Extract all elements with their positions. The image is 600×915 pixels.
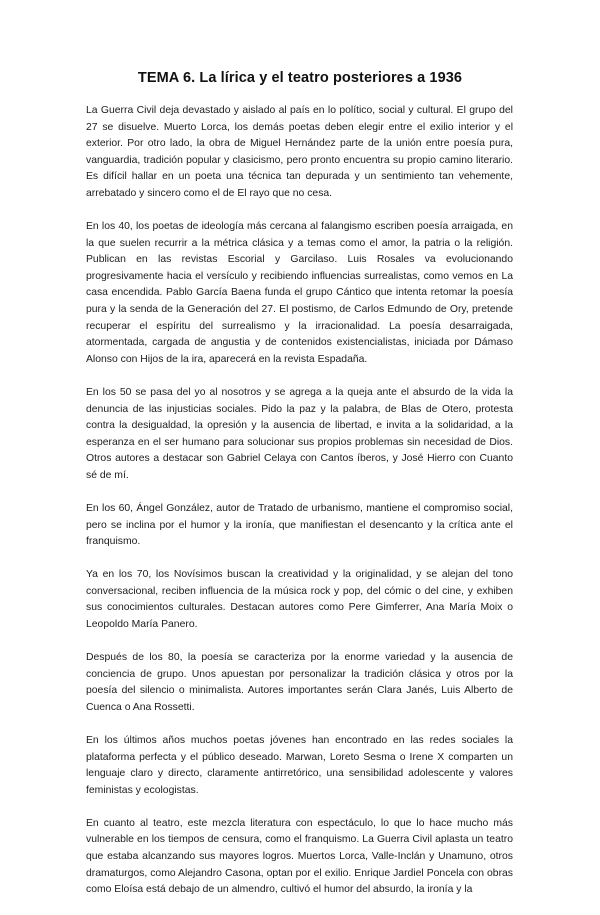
paragraph-anos-40: En los 40, los poetas de ideología más cercana al falangismo escriben poesía arraigada, en la que suelen recurrir a la métrica clásica y a temas como el amor, la patria o la religión. Publican en las revistas Escorial y Garcilaso. Luis Rosales va evolucionando progresivamente hacia el versículo y recibiendo influencias surrealistas, como vemos en La casa encendida. Pablo García Baena funda el grupo Cántico que intenta retomar la poesía pura y la senda de la Generación del 27. El postismo, de Carlos Edmundo de Ory, pretende recuperar el espíritu del surrealismo y la irracionalidad. La poesía desarraigada, atormentada, cargada de angustia y de contenidos existencialistas, iniciada por Dámaso Alonso con Hijos de la ira, aparecerá en la revista Espadaña. (86, 221, 513, 365)
paragraph-anos-70: Ya en los 70, los Novísimos buscan la creatividad y la originalidad, y se alejan del tono conversacional, reciben influencia de la música rock y pop, del cómic o del cine, y exhiben sus conocimientos culturales. Destacan autores como Pere Gimferrer, Ana María Moix o Leopoldo María Panero. (86, 569, 513, 631)
paragraph-ultimos-anos: En los últimos años muchos poetas jóvenes han encontrado en las redes sociales la plataforma perfecta y el público deseado. Marwan, Loreto Sesma o Irene X comparten un lenguaje claro y directo, claramente antirretórico, una sensibilidad adolescente y valores feministas y ecologistas. (86, 735, 513, 796)
paragraph-anos-80: Después de los 80, la poesía se caracteriza por la enorme variedad y la ausencia de conciencia de grupo. Unos apuestan por personalizar la tradición clásica y otros por la poesía del silencio o minimalista. Autores importantes serán Clara Janés, Luis Alberto de Cuenca o Ana Rossetti. (86, 652, 513, 713)
document-body (86, 103, 513, 915)
paragraph-guerra-civil: La Guerra Civil deja devastado y aislado al país en lo político, social y cultural. El grupo del 27 se disuelve. Muerto Lorca, los demás poetas deben elegir entre el exilio interior y el exterior. Por otro lado, la obra de Miguel Hernández parte de la unión entre poesía pura, vanguardia, tradición popular y clasicismo, pero pronto encuentra su propio camino literario. Es difícil hallar en un poeta una técnica tan depurada y un sentimiento tan vehemente, arrebatado y sincero como el de El rayo que no cesa. (86, 105, 513, 199)
paragraph-teatro: En cuanto al teatro, este mezcla literatura con espectáculo, lo que lo hace mucho más vulnerable en los tiempos de censura, como el franquismo. La Guerra Civil aplasta un teatro que estaba alcanzando sus mayores logros. Muertos Lorca, Valle-Inclán y Unamuno, otros dramaturgos, como Alejandro Casona, optan por el exilio. Enrique Jardiel Poncela con obras como Eloísa está debajo de un almendro, cultivó el humor del absurdo, la ironía y la (86, 817, 513, 896)
paragraph-anos-50: En los 50 se pasa del yo al nosotros y se agrega a la queja ante el absurdo de la vida la denuncia de las injusticias sociales. Pido la paz y la palabra, de Blas de Otero, protesta contra la desigualdad, la opresión y la ausencia de libertad, e invita a la solidaridad, a la esperanza en el ser humano para solucionar sus propios problemas sin necesidad de Dios. Otros autores a destacar son Gabriel Celaya con Cantos íberos, y José Hierro con Cuanto sé de mí. (86, 386, 513, 481)
paragraph-anos-60: En los 60, Ángel González, autor de Tratado de urbanismo, mantiene el compromiso social, pero se inclina por el humor y la ironía, que manifiestan el desencanto y la crítica ante el franquismo. (86, 502, 513, 548)
document-title: TEMA 6. La lírica y el teatro posteriores a 1936 (137, 70, 463, 86)
